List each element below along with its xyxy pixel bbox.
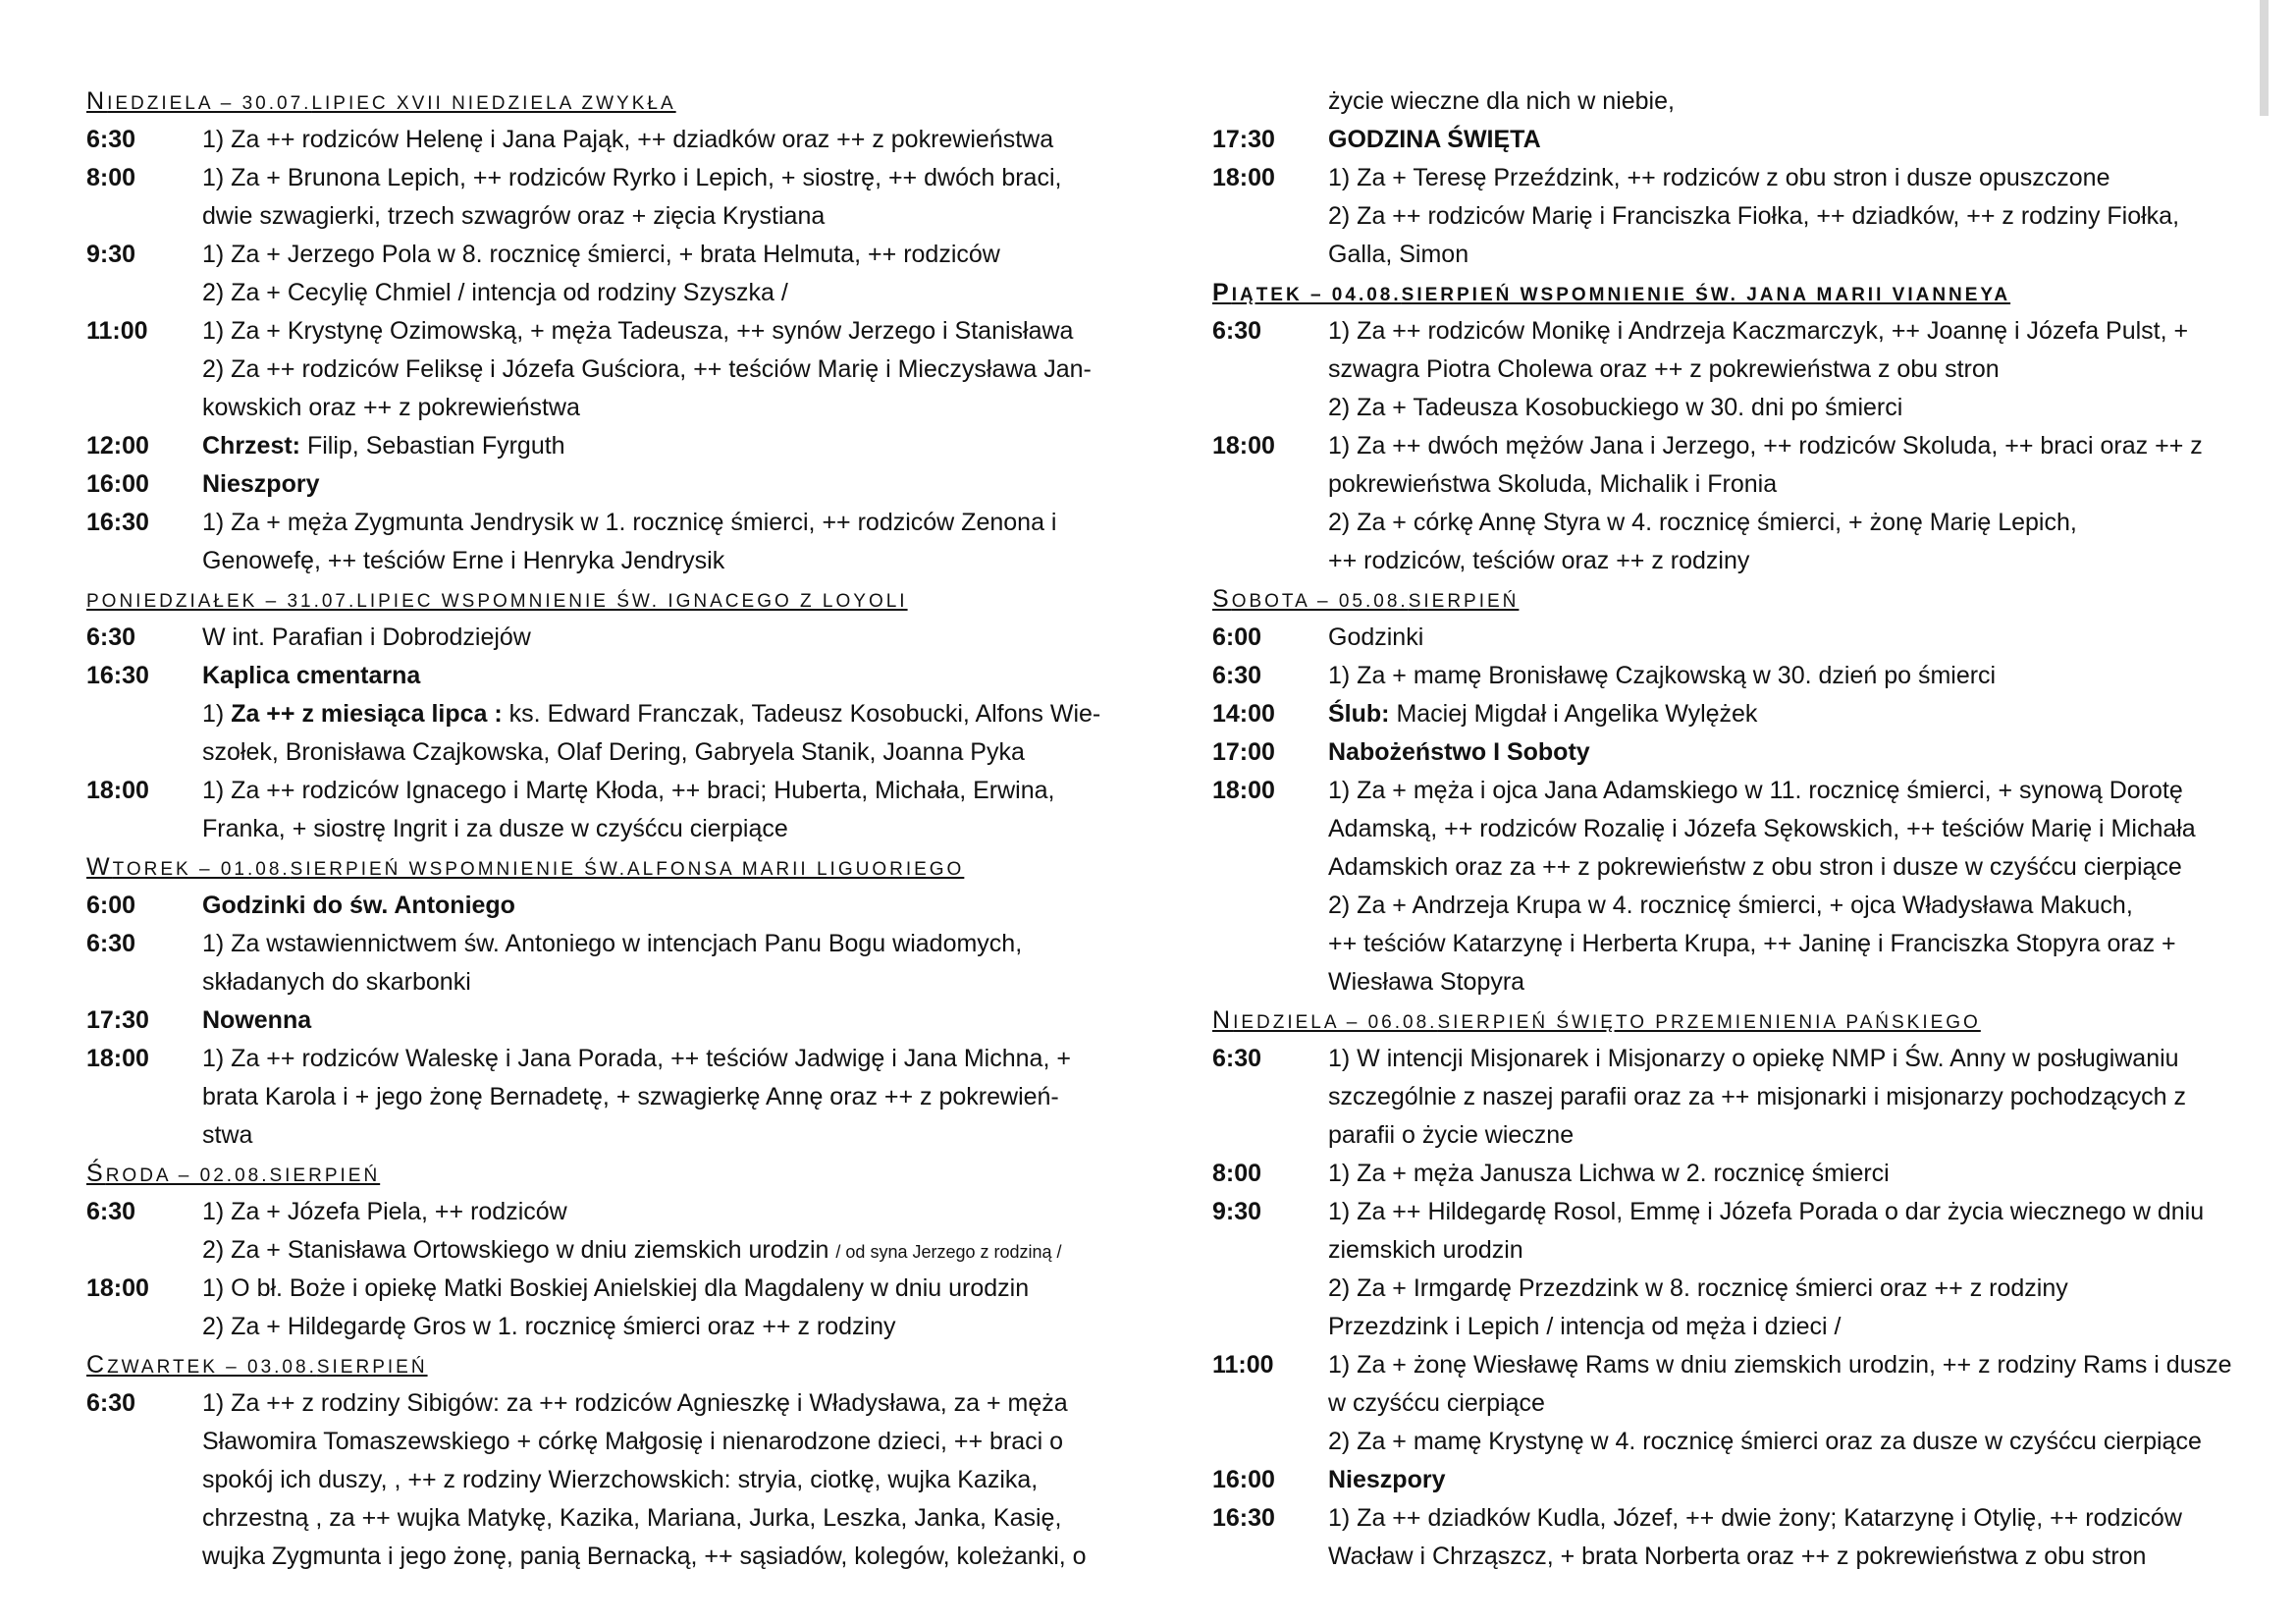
time-label: 16:30 [86,662,149,689]
schedule-row [1212,312,2233,351]
schedule-row [86,1270,1117,1308]
time-label: 16:00 [86,470,149,498]
schedule-row [86,963,1117,1001]
intention-text [202,619,531,657]
schedule-row [1212,236,2233,274]
schedule-row [86,197,1117,236]
bold-label: Za ++ z miesiąca lipca : [231,700,503,728]
schedule-row [86,389,1117,427]
intention-text [1328,197,2179,236]
bold-label: Nieszpory [1328,1466,1446,1493]
schedule-row [86,1001,1117,1040]
day-header-text [1212,585,1519,613]
day-header-text [1212,1006,1981,1034]
schedule-row [86,1384,1117,1423]
bold-label: Kaplica cmentarna [202,662,421,689]
day-header-text [86,853,964,881]
intention-text [1328,695,1757,733]
time-label: 6:30 [86,930,136,957]
intention-body: 1) Za + męża Zygmunta Jendrysik w 1. rocznicę śmierci, ++ rodziców Zenona i [202,509,1057,536]
day-header [86,580,1117,619]
intention-text [202,274,788,312]
schedule-row [1212,1116,2233,1155]
time-label: 8:00 [1212,1160,1262,1187]
intention-text [202,772,1054,810]
intention-body: 2) Za + Hildegardę Gros w 1. rocznicę śmierci oraz ++ z rodziny [202,1313,896,1340]
time-label: 17:30 [1212,126,1275,153]
intention-text [202,236,1000,274]
intention-body: Galla, Simon [1328,241,1469,268]
schedule-row [86,1499,1117,1538]
bold-label: Ślub: [1328,700,1390,728]
time-label: 6:30 [86,126,136,153]
time-label: 16:30 [1212,1504,1275,1532]
schedule-row [1212,1078,2233,1116]
intention-text [1328,963,1524,1001]
header-initial: Ś [86,1160,106,1187]
intention-body: Maciej Migdał i Angelika Wylężek [1389,700,1758,728]
schedule-row [86,274,1117,312]
intention-text [202,733,1025,772]
intention-text [1328,465,1777,504]
intention-body: szwagra Piotra Cholewa oraz ++ z pokrewieństwa z obu stron [1328,355,2000,383]
day-header-text [86,1351,428,1379]
intention-text [202,389,580,427]
intention-body: 1) Za + męża Janusza Lichwa w 2. rocznicę śmierci [1328,1160,1890,1187]
schedule-row [1212,197,2233,236]
schedule-row [86,887,1117,925]
schedule-row [86,1423,1117,1461]
intention-text [202,887,515,925]
schedule-row [86,1116,1117,1155]
header-feast: SIERPIEŃ ŚWIĘTO PRZEMIENIENIA PAŃSKIEGO [1437,1012,1981,1033]
intention-body: ++ teściów Katarzynę i Herberta Krupa, ++ Janinę i Franciszka Stopyra oraz + [1328,930,2176,957]
intention-body: 1) Za + żonę Wiesławę Rams w dniu ziemskich urodzin, ++ z rodziny Rams i dusze [1328,1351,2232,1379]
intention-text [202,925,1022,963]
day-header [1212,1001,2233,1040]
header-feast: SIERPIEŃ [1408,591,1520,612]
intention-body: chrzestną , za ++ wujka Matykę, Kazika, Mariana, Jurka, Leszka, Janka, Kasię, [202,1504,1062,1532]
intention-body: 1) Za ++ rodziców Monikę i Andrzeja Kaczmarczyk, ++ Joannę i Józefa Pulst, + [1328,317,2189,345]
intention-text [202,695,1100,733]
intention-body: Godzinki [1328,623,1424,651]
schedule-row [86,1193,1117,1231]
time-label: 6:00 [86,892,136,919]
time-label: 8:00 [86,164,136,191]
intention-text [1328,121,1541,159]
intention-body: 1) Za + Jerzego Pola w 8. rocznicę śmierci, + brata Helmuta, ++ rodziców [202,241,1000,268]
intention-text [202,427,565,465]
intention-body: dwie szwagierki, trzech szwagrów oraz + zięcia Krystiana [202,202,826,230]
time-label: 17:30 [86,1006,149,1034]
time-label: 14:00 [1212,700,1275,728]
intention-body: 1) Za + mamę Bronisławę Czajkowską w 30. dzień po śmierci [1328,662,1997,689]
intention-text [1328,619,1423,657]
intention-text [202,1461,1038,1499]
intention-text [1328,1270,2068,1308]
header-date: RODA – 02.08. [105,1165,270,1186]
intention-text [202,1116,252,1155]
header-initial: S [1212,585,1232,613]
schedule-row [86,312,1117,351]
header-date: IEDZIELA – 30.07. [107,93,312,114]
intention-text [202,1538,1087,1576]
day-header-text [86,585,908,613]
day-header [86,1155,1117,1193]
bold-label: Godzinki do św. Antoniego [202,892,515,919]
intention-body: 2) Za + Irmgardę Przezdzink w 8. rocznicę śmierci oraz ++ z rodziny [1328,1274,2068,1302]
time-label: 18:00 [86,1274,149,1302]
time-label: 18:00 [86,1045,149,1072]
header-date: TOREK – 01.08. [112,859,291,880]
intention-note: / od syna Jerzego z rodziną / [835,1242,1062,1262]
intention-body: 1) Za ++ rodziców Helenę i Jana Pająk, ++ dziadków oraz ++ z pokrewieństwa [202,126,1054,153]
time-label: 6:30 [86,1198,136,1225]
intention-body: 1) Za + Krystynę Ozimowską, + męża Tadeusza, ++ synów Jerzego i Stanisława [202,317,1074,345]
intention-body: 1) Za ++ z rodziny Sibigów: za ++ rodziców Agnieszkę i Władysława, za + męża [202,1389,1068,1417]
intention-body: 2) Za + Tadeusza Kosobuckiego w 30. dni po śmierci [1328,394,1903,421]
schedule-row [1212,695,2233,733]
time-label: 18:00 [86,777,149,804]
intention-body: Adamskich oraz za ++ z pokrewieństw z obu stron i dusze w czyśćcu cierpiące [1328,853,2182,881]
intention-text [1328,236,1468,274]
intention-text [202,1193,567,1231]
intention-text [1328,159,2109,197]
time-label: 6:30 [1212,1045,1262,1072]
day-header [86,82,1117,121]
intention-body: ks. Edward Franczak, Tadeusz Kosobucki, Alfons Wie- [502,700,1101,728]
intention-body: Filip, Sebastian Fyrguth [300,432,565,460]
schedule-row [1212,1423,2233,1461]
intention-prefix: 1) [202,700,232,728]
intention-text [1328,504,2077,542]
intention-body: 2) Za ++ rodziców Marię i Franciszka Fiołka, ++ dziadków, ++ z rodziny Fiołka, [1328,202,2180,230]
intention-text [1328,1346,2232,1384]
intention-text [202,1001,311,1040]
schedule-row [1212,733,2233,772]
schedule-row [86,159,1117,197]
intention-text [202,810,788,848]
schedule-row [86,1231,1117,1270]
intention-text [1328,1538,2146,1576]
intention-body: Franka, + siostrę Ingrit i za dusze w czyśćcu cierpiące [202,815,788,842]
intention-body: brata Karola i + jego żonę Bernadetę, + szwagierkę Annę oraz ++ z pokrewień- [202,1083,1059,1110]
intention-text [202,159,1061,197]
schedule-row [86,1461,1117,1499]
intention-body: 1) Za + Józefa Piela, ++ rodziców [202,1198,567,1225]
intention-text [202,1040,1071,1078]
time-label: 6:30 [86,1389,136,1417]
intention-body: ++ rodziców, teściów oraz ++ z rodziny [1328,547,1750,574]
schedule-row [1212,1155,2233,1193]
schedule-row [1212,427,2233,465]
intention-body: stwa [202,1121,253,1149]
schedule-row [86,351,1117,389]
intention-body: wujka Zygmunta i jego żonę, panią Bernacką, ++ sąsiadów, kolegów, koleżanki, o [202,1543,1087,1570]
schedule-row [1212,465,2233,504]
intention-body: 1) W intencji Misjonarek i Misjonarzy o opiekę NMP i Św. Anny w posługiwaniu [1328,1045,2179,1072]
time-label: 6:00 [1212,623,1262,651]
schedule-row [86,695,1117,733]
intention-body: Adamską, ++ rodziców Rozalię i Józefa Sękowskich, ++ teściów Marię i Michała [1328,815,2196,842]
intention-text [202,1078,1059,1116]
schedule-row [1212,925,2233,963]
intention-text [202,1308,896,1346]
bold-label: GODZINA ŚWIĘTA [1328,126,1541,153]
schedule-row [86,427,1117,465]
schedule-row [86,619,1117,657]
schedule-row [86,236,1117,274]
header-initial: N [1212,1006,1234,1034]
schedule-row [1212,1461,2233,1499]
schedule-row [1212,1346,2233,1384]
intention-body: szołek, Bronisława Czajkowska, Olaf Dering, Gabryela Stanik, Joanna Pyka [202,738,1025,766]
intention-text [1328,1384,1545,1423]
intention-text [1328,427,2203,465]
intention-text [1328,772,2183,810]
intention-body: Wacław i Chrząszcz, + brata Norberta oraz ++ z pokrewieństwa z obu stron [1328,1543,2147,1570]
schedule-row [86,465,1117,504]
schedule-row [86,1538,1117,1576]
schedule-row [1212,1193,2233,1231]
header-date: IĄTEK – 04.08. [1231,285,1402,305]
intention-body: 1) Za ++ dziadków Kudla, Józef, ++ dwie żony; Katarzynę i Otylię, ++ rodziców [1328,1504,2182,1532]
header-feast: SIERPIEŃ WSPOMNIENIE ŚW. JANA MARII VIANNEYA [1401,285,2011,305]
intention-text [1328,1193,2204,1231]
intention-text [202,542,724,580]
schedule-row [1212,848,2233,887]
intention-body: pokrewieństwa Skoluda, Michalik i Fronia [1328,470,1778,498]
intention-text [1328,1155,1890,1193]
header-initial: P [1212,279,1232,306]
intention-body: 1) Za + Teresę Przeździnk, ++ rodziców z obu stron i dusze opuszczone [1328,164,2110,191]
intention-body: spokój ich duszy, , ++ z rodziny Wierzchowskich: stryia, ciotkę, wujka Kazika, [202,1466,1039,1493]
schedule-row [1212,1308,2233,1346]
intention-text [202,963,471,1001]
header-initial: W [86,853,113,881]
schedule-row [86,657,1117,695]
bold-label: Nabożeństwo I Soboty [1328,738,1590,766]
day-header-text [1212,279,2010,306]
intention-body: 2) Za + córkę Annę Styra w 4. rocznicę śmierci, + żonę Marię Lepich, [1328,509,2077,536]
intention-body: 2) Za + mamę Krystynę w 4. rocznicę śmierci oraz za dusze w czyśćcu cierpiące [1328,1428,2202,1455]
intention-text [1328,1078,2186,1116]
intention-text [202,351,1092,389]
intention-text [1328,733,1590,772]
intention-text [1328,1308,1841,1346]
intention-body: Genowefę, ++ teściów Erne i Henryka Jendrysik [202,547,725,574]
intention-body: 1) Za ++ dwóch mężów Jana i Jerzego, ++ rodziców Skoluda, ++ braci oraz ++ z [1328,432,2203,460]
schedule-row [1212,121,2233,159]
intention-body: ziemskich urodzin [1328,1236,1523,1264]
schedule-row [1212,389,2233,427]
intention-body: 2) Za ++ rodziców Feliksę i Józefa Guściora, ++ teściów Marię i Mieczysława Jan- [202,355,1092,383]
header-feast: SIERPIEŃ [269,1165,381,1186]
intention-text [1328,887,2133,925]
schedule-row [1212,159,2233,197]
header-feast: SIERPIEŃ [316,1357,428,1378]
intention-text [1328,1423,2202,1461]
schedule-row [1212,82,2233,121]
schedule-row [1212,1384,2233,1423]
time-label: 16:00 [1212,1466,1275,1493]
schedule-row [1212,1499,2233,1538]
intention-text [202,504,1056,542]
intention-text [1328,1231,1523,1270]
schedule-row [86,1078,1117,1116]
intention-text [1328,351,2000,389]
intention-text [1328,82,1675,121]
schedule-row [1212,542,2233,580]
intention-text [202,465,319,504]
schedule-row [86,925,1117,963]
intention-text [1328,848,2182,887]
header-date: ZWARTEK – 03.08. [107,1357,317,1378]
intention-text [1328,925,2176,963]
schedule-row [86,121,1117,159]
time-label: 6:30 [86,623,136,651]
intention-text [202,121,1053,159]
intention-text [202,197,825,236]
intention-text [1328,1040,2179,1078]
time-label: 9:30 [1212,1198,1262,1225]
intention-body: 1) Za ++ rodziców Waleskę i Jana Porada, ++ teściów Jadwigę i Jana Michna, + [202,1045,1071,1072]
right-column [1212,82,2233,1576]
intention-text [202,657,420,695]
intention-body: 2) Za + Stanisława Ortowskiego w dniu ziemskich urodzin [202,1236,836,1264]
day-header-text [86,87,676,115]
schedule-row [1212,619,2233,657]
intention-body: 1) O bł. Boże i opiekę Matki Boskiej Anielskiej dla Magdaleny w dniu urodzin [202,1274,1030,1302]
schedule-row [1212,1538,2233,1576]
intention-body: kowskich oraz ++ z pokrewieństwa [202,394,580,421]
day-header [86,1346,1117,1384]
intention-body: składanych do skarbonki [202,968,471,996]
intention-body: 1) Za wstawiennictwem św. Antoniego w intencjach Panu Bogu wiadomych, [202,930,1023,957]
intention-body: Przezdzink i Lepich / intencja od męża i dzieci / [1328,1313,1842,1340]
time-label: 9:30 [86,241,136,268]
intention-body: 1) Za + Brunona Lepich, ++ rodziców Ryrko i Lepich, + siostrę, ++ dwóch braci, [202,164,1062,191]
day-header [86,848,1117,887]
intention-text [1328,389,1902,427]
bold-label: Chrzest: [202,432,301,460]
time-label: 11:00 [1212,1351,1274,1379]
time-label: 11:00 [86,317,148,345]
left-column [86,82,1117,1576]
day-header [1212,274,2233,312]
time-label: 18:00 [1212,164,1275,191]
intention-body: 2) Za + Andrzeja Krupa w 4. rocznicę śmierci, + ojca Władysława Makuch, [1328,892,2133,919]
day-header [1212,580,2233,619]
schedule-row [1212,1231,2233,1270]
intention-text [1328,1461,1445,1499]
intention-text [202,1499,1061,1538]
schedule-row [1212,657,2233,695]
intention-body: Wiesława Stopyra [1328,968,1525,996]
intention-text [1328,1116,1574,1155]
schedule-row [1212,810,2233,848]
schedule-row [1212,1270,2233,1308]
schedule-row [86,504,1117,542]
time-label: 18:00 [1212,777,1275,804]
header-date: OBOTA – 05.08. [1231,591,1409,612]
schedule-row [86,772,1117,810]
schedule-row [1212,887,2233,925]
time-label: 6:30 [1212,662,1262,689]
schedule-row [86,542,1117,580]
schedule-row [1212,351,2233,389]
schedule-row [86,810,1117,848]
intention-body: 2) Za + Cecylię Chmiel / intencja od rodziny Szyszka / [202,279,788,306]
schedule-row [1212,504,2233,542]
intention-body: 1) Za ++ Hildegardę Rosol, Emmę i Józefa Porada o dar życia wiecznego w dniu [1328,1198,2205,1225]
schedule-row [86,1040,1117,1078]
time-label: 16:30 [86,509,149,536]
header-feast: SIERPIEŃ WSPOMNIENIE ŚW.ALFONSA MARII LIGUORIEGO [290,859,965,880]
schedule-row [1212,1040,2233,1078]
day-header-text [86,1160,380,1187]
time-label: 17:00 [1212,738,1275,766]
intention-text [1328,810,2196,848]
intention-text [202,1270,1029,1308]
intention-body: w czyśćcu cierpiące [1328,1389,1545,1417]
time-label: 6:30 [1212,317,1262,345]
header-initial: C [86,1351,108,1379]
time-label: 12:00 [86,432,149,460]
intention-body: parafii o życie wieczne [1328,1121,1575,1149]
intention-text [202,1384,1068,1423]
intention-text [1328,657,1996,695]
schedule-row [1212,963,2233,1001]
schedule-row [86,1308,1117,1346]
intention-body: życie wieczne dla nich w niebie, [1328,87,1675,115]
intention-body: szczególnie z naszej parafii oraz za ++ misjonarki i misjonarzy pochodzących z [1328,1083,2186,1110]
intention-text [202,1423,1063,1461]
schedule-row [1212,772,2233,810]
intention-text [1328,312,2188,351]
intention-text [1328,1499,2182,1538]
time-label: 18:00 [1212,432,1275,460]
bold-label: Nieszpory [202,470,320,498]
intention-text [1328,542,1749,580]
intention-body: 1) Za + męża i ojca Jana Adamskiego w 11. rocznicę śmierci, + synową Dorotę [1328,777,2183,804]
header-date: IEDZIELA – 06.08. [1233,1012,1438,1033]
header-feast: LIPIEC XVII NIEDZIELA ZWYKŁA [311,93,676,114]
intention-text [202,1231,1062,1272]
scrollbar[interactable] [2260,0,2269,116]
header-feast: PONIEDZIAŁEK – 31.07.LIPIEC WSPOMNIENIE ŚW. IGNACEGO Z LOYOLI [86,591,908,612]
intention-body: Sławomira Tomaszewskiego + córkę Małgosię i nienarodzone dzieci, ++ braci o [202,1428,1064,1455]
schedule-row [86,733,1117,772]
bold-label: Nowenna [202,1006,312,1034]
intention-body: W int. Parafian i Dobrodziejów [202,623,531,651]
intention-text [202,312,1073,351]
header-initial: N [86,87,108,115]
intention-body: 1) Za ++ rodziców Ignacego i Martę Kłoda, ++ braci; Huberta, Michała, Erwina, [202,777,1055,804]
